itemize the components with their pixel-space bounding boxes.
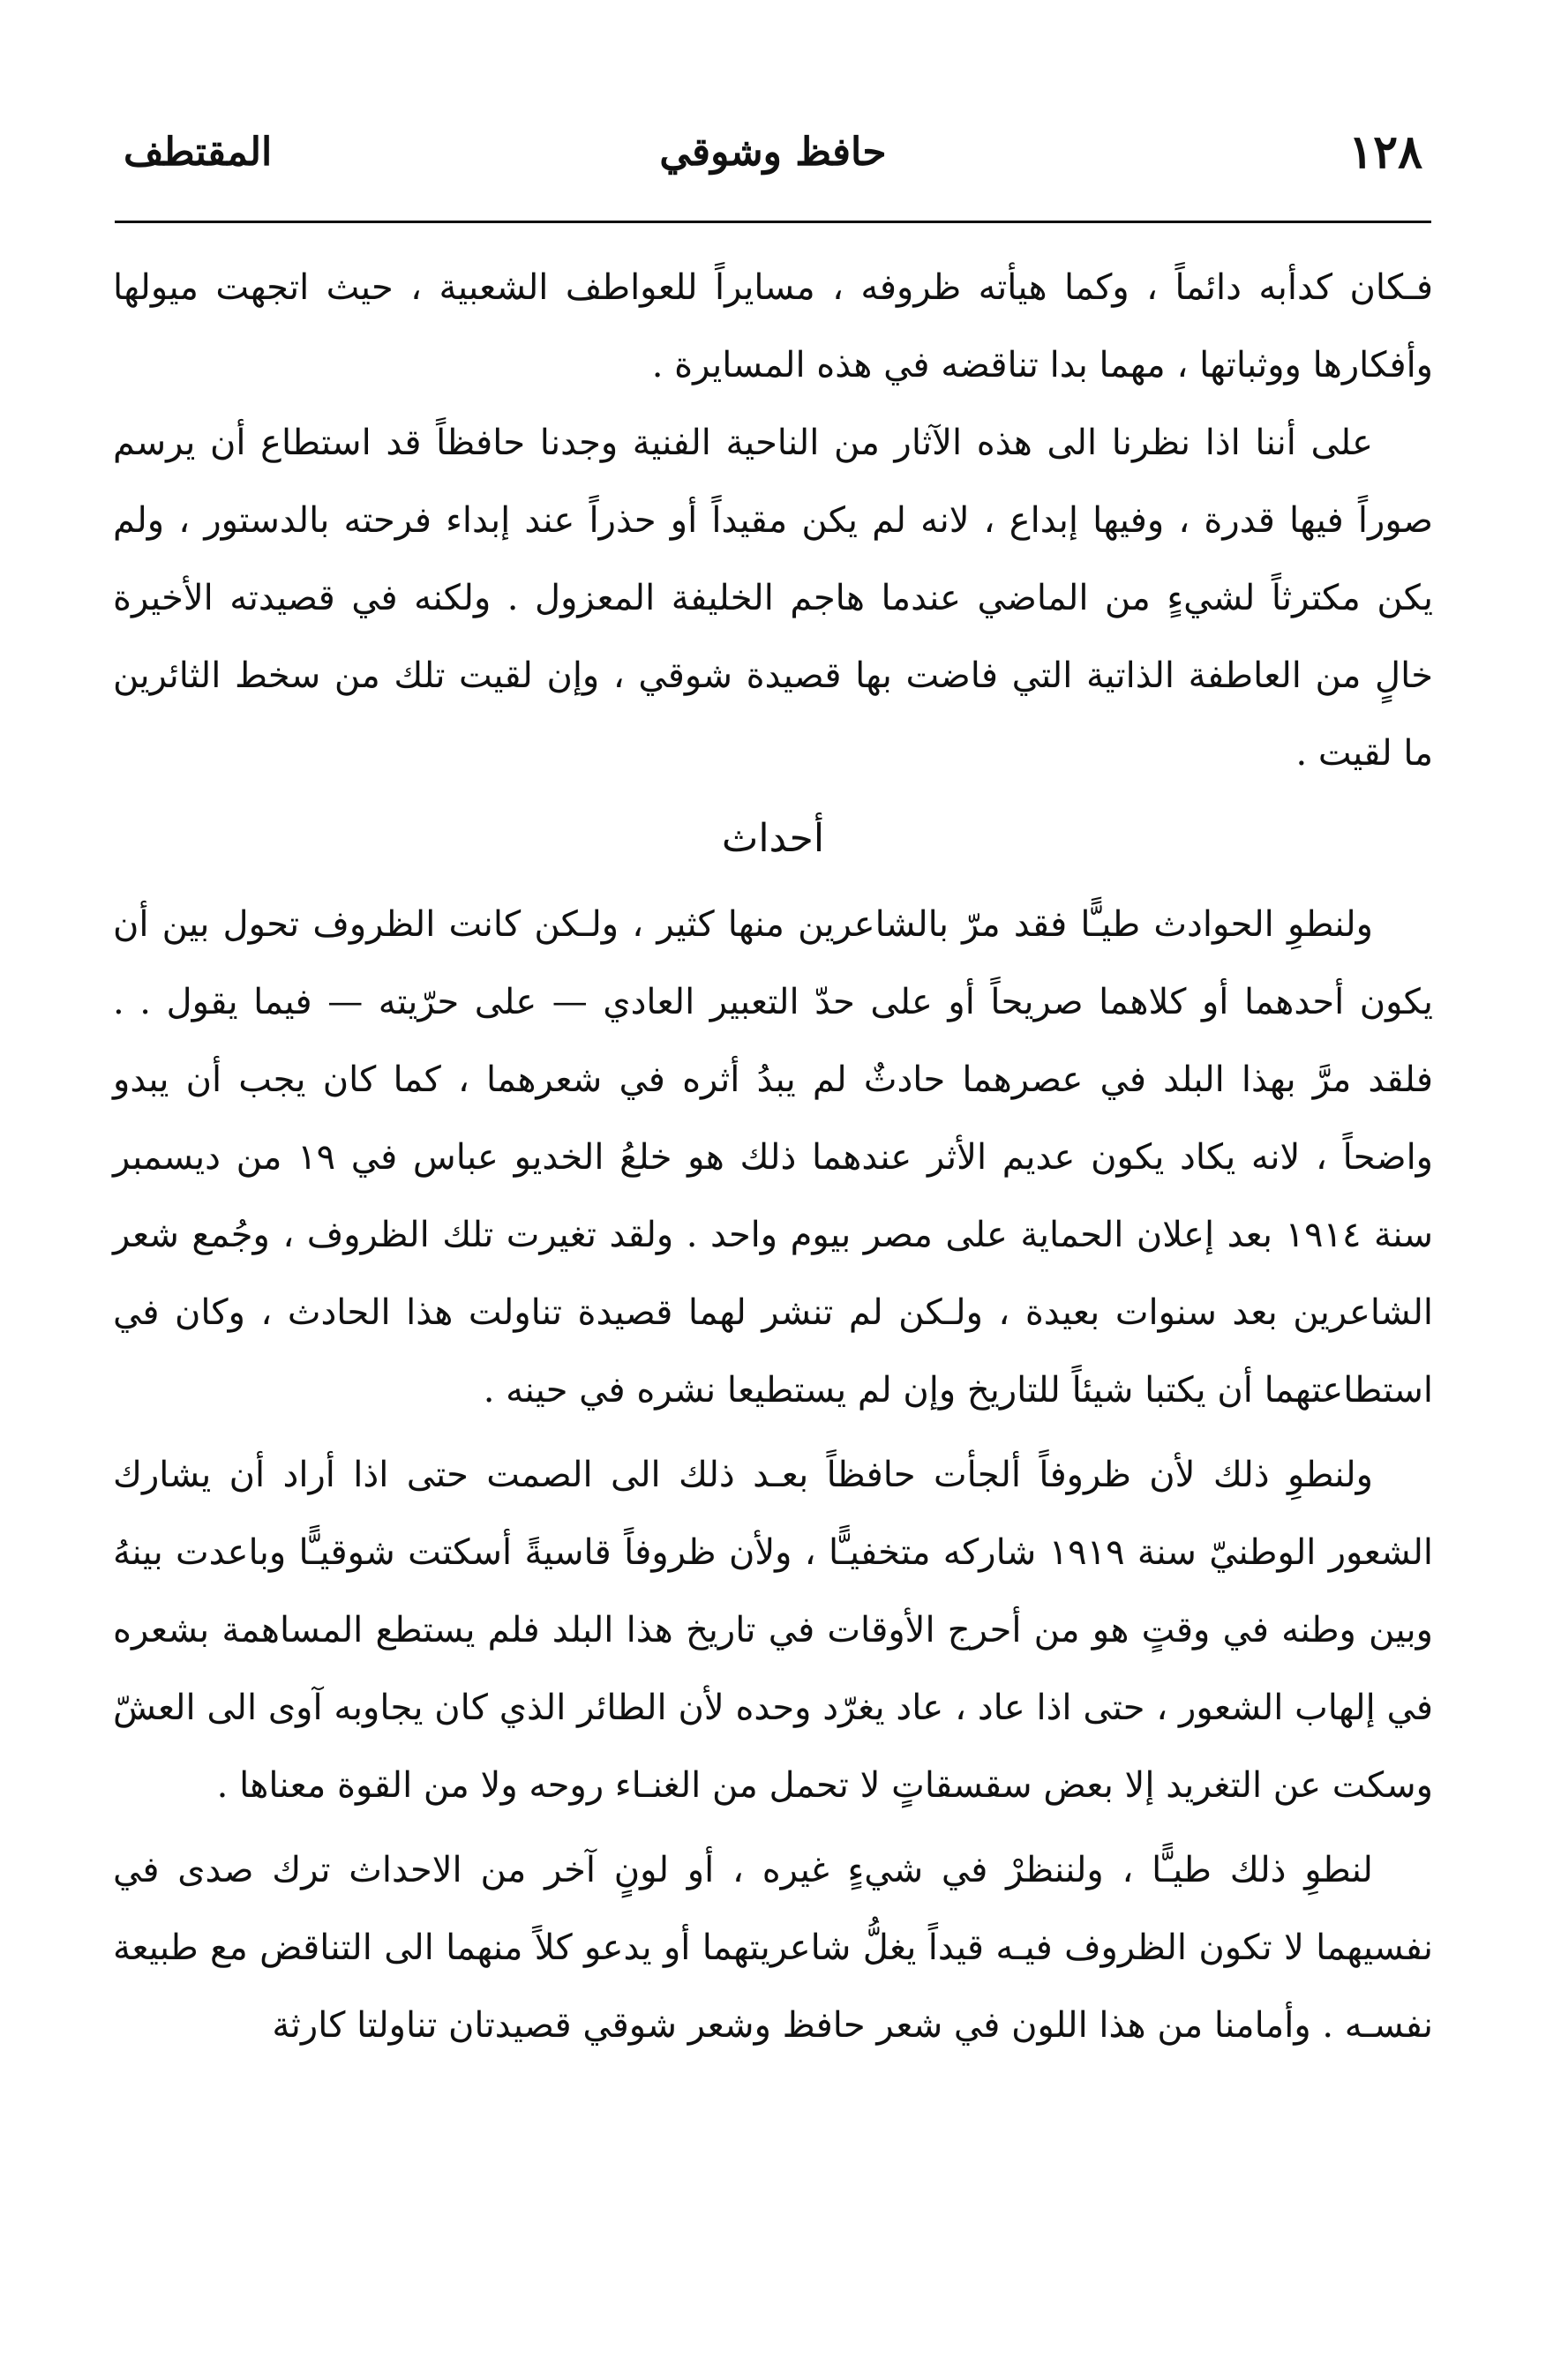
paragraph: على أننا اذا نظرنا الى هذه الآثار من الناحية الفنية وجدنا حافظاً قد استطاع أن يرسم صوراً فيها قدرة ، وفيها إبداع ، لانه لم يكن مقيداً أو حذراً عند إبداء فرحته بالدستور ، ولم يكن مكترثاً لشيءٍ من الماضي عندما هاجم الخليفة المعزول . ولكنه في قصيدته الأخيرة خالٍ من العاطفة الذاتية التي فاضت بها قصيدة شوقي ، وإن لقيت تلك من سخط الثائرين ما لقيت . [113,423,1433,774]
header-rule [115,221,1431,223]
paragraph: ولنطوِ الحوادث طيـًّا فقد مرّ بالشاعرين منها كثير ، ولـكن كانت الظروف تحول بين أن يكون أحدهما أو كلاهما صريحاً أو على حدّ التعبير العادي — على حرّيته — فيما يقول . . فلقد مرَّ بهذا البلد في عصرهما حادثٌ لم يبدُ أثره في شعرهما ، كما كان يجب أن يبدو واضحاً ، لانه يكاد يكون عديم الأثر عندهما ذلك هو خلعُ الخديو عباس في ١٩ من ديسمبر سنة ١٩١٤ بعد إعلان الحماية على مصر بيوم واحد . ولقد تغيرت تلك الظروف ، وجُمع شعر الشاعرين بعد سنوات بعيدة ، ولـكن لم تنشر لهما قصيدة تناولت هذا الحادث ، وكان في استطاعتهما أن يكتبا شيئاً للتاريخ وإن لم يستطيعا نشره في حينه . [113,904,1433,1411]
paragraph: فـكان كدأبه دائماً ، وكما هيأته ظروفه ، مسايراً للعواطف الشعبية ، حيث اتجهت ميولها وأفكارها ووثباتها ، مهما بدا تناقضه في هذه المسايرة . [113,267,1433,385]
paragraph: ولنطوِ ذلك لأن ظروفاً ألجأت حافظاً بعـد ذلك الى الصمت حتى اذا أراد أن يشارك الشعور الوطنيّ سنة ١٩١٩ شاركه متخفيـًّا ، ولأن ظروفاً قاسيةً أسكتت شوقيـًّا وباعدت بينهُ وبين وطنه في وقتٍ هو من أحرج الأوقات في تاريخ هذا البلد فلم يستطع المساهمة بشعره في إلهاب الشعور ، حتى اذا عاد ، عاد يغرّد وحده لأن الطائر الذي كان يجاوبه آوى الى العشّ وسكت عن التغريد إلا بعض سقسقاتٍ لا تحمل من الغنـاء روحه ولا من القوة معناها . [113,1455,1433,1806]
journal-name: المقتطف [124,130,273,175]
page-number: ١٢٨ [1348,125,1422,179]
running-title: حافظ وشوقي [659,130,887,175]
article-body [113,249,1433,2064]
paragraph: لنطوِ ذلك طيـًّا ، ولننظرْ في شيءٍ غيره ، أو لونٍ آخر من الاحداث ترك صدى في نفسيهما لا تكون الظروف فيـه قيداً يغلُّ شاعريتهما أو يدعو كلاً منهما الى التناقض مع طبيعة نفسـه . وأمامنا من هذا اللون في شعر حافظ وشعر شوقي قصيدتان تناولتا كارثة [113,1850,1433,2046]
section-heading: أحداث [721,816,825,861]
running-header [124,122,1422,183]
